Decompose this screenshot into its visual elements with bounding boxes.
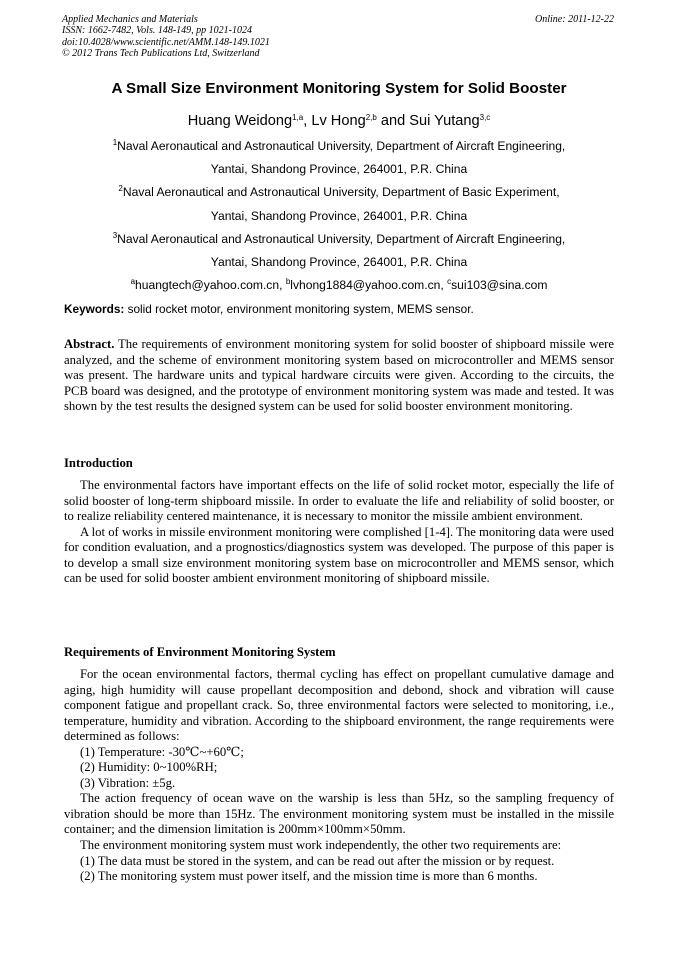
email-address[interactable]: huangtech@yahoo.com.cn: [135, 278, 280, 293]
email-superscript: a: [130, 277, 136, 287]
author-name: Lv Hong: [311, 113, 366, 129]
author-separator: and: [376, 113, 410, 129]
affiliation-line: [0, 136, 678, 159]
author-name: Sui Yutang: [409, 113, 480, 129]
affiliation-text: Yantai, Shandong Province, 264001, P.R. China: [210, 162, 468, 177]
copyright-line: © 2012 Trans Tech Publications Ltd, Switzerland: [62, 48, 260, 60]
intro-heading: Introduction: [64, 456, 133, 470]
author-separator: ,: [303, 113, 312, 129]
author-superscript: 1,a: [292, 113, 304, 122]
keywords: [64, 302, 614, 316]
list-item: (2) Humidity: 0~100%RH;: [80, 760, 218, 775]
journal-header: [62, 14, 614, 60]
paragraph: The action frequency of ocean wave on the warship is less than 5Hz, so the sampling frequency of vibration should be more than 15Hz. The environment monitoring system must be installed in the missile container; and the dimension limitation is 200mm×100mm×50mm.: [64, 791, 614, 837]
keywords-label: Keywords:: [64, 302, 125, 316]
affiliation-line: [0, 159, 678, 182]
list-item: (1) Temperature: -30℃~+60℃;: [80, 744, 244, 759]
affiliation-number: 2: [118, 184, 123, 194]
journal-name: Applied Mechanics and Materials: [62, 14, 198, 25]
affiliation-line: [0, 182, 678, 205]
abstract-label: Abstract.: [64, 337, 115, 351]
abstract: [64, 337, 614, 415]
requirements-heading: Requirements of Environment Monitoring System: [64, 645, 336, 659]
email-superscript: b: [285, 277, 291, 287]
affiliation-text: Yantai, Shandong Province, 264001, P.R. China: [210, 254, 468, 269]
issn-line: ISSN: 1662-7482, Vols. 148-149, pp 1021-1024: [62, 25, 252, 37]
paragraph: The environment monitoring system must work independently, the other two requirements are:: [80, 838, 562, 853]
affiliation-text: Naval Aeronautical and Astronautical University, Department of Basic Experiment,: [122, 185, 560, 200]
author-name: Huang Weidong: [187, 113, 293, 129]
list-item: (1) The data must be stored in the system, and can be read out after the mission or by request.: [80, 853, 555, 868]
author-superscript: 2,b: [365, 113, 377, 122]
affiliation-number: 3: [112, 230, 118, 240]
author-line: [0, 113, 678, 129]
paragraph: A lot of works in missile environment monitoring were complished [1-4]. The monitoring data were used for condition evaluation, and a prognostics/diagnostics system was developed. The purpose of this paper is to develop a small size environment monitoring system base on microcontroller and MEMS sensor, which can be used for solid booster ambient environment monitoring of shipboard missile.: [64, 524, 614, 586]
affiliation-line: [0, 206, 678, 229]
affiliation-line: [0, 252, 678, 275]
email-superscript: c: [447, 277, 452, 287]
list-item: (3) Vibration: ±5g.: [80, 775, 176, 790]
affiliations: [0, 136, 678, 298]
abstract-text: The requirements of environment monitoring system for solid booster of shipboard missile were analyzed, and the scheme of environment monitoring system based on microcontroller and MEMS sensor was present. The hardware units and typical hardware circuits were given. According to the circuits, the PCB board was designed, and the prototype of environment monitoring system was made and tested. It was shown by the test results the designed system can be used for solid booster environment monitoring.: [64, 337, 614, 414]
author-superscript: 3,c: [479, 113, 491, 122]
email-line: $^a$huangtech@yahoo.com.cn, $^b$lvhong1884@yahoo.com.cn, $^c$sui103@sina.com: [130, 277, 548, 293]
affiliation-line: [0, 229, 678, 252]
paper-title: A Small Size Environment Monitoring System for Solid Booster: [111, 80, 567, 97]
affiliation-number: 1: [112, 138, 118, 147]
keywords-text: solid rocket motor, environment monitoring system, MEMS sensor.: [127, 302, 474, 316]
affiliation-text: Naval Aeronautical and Astronautical University, Department of Aircraft Engineering,: [117, 231, 566, 246]
online-date: Online: 2011-12-22: [535, 14, 614, 25]
email-address[interactable]: sui103@sina.com: [451, 278, 548, 293]
affiliation-text: Naval Aeronautical and Astronautical University, Department of Aircraft Engineering,: [117, 139, 566, 153]
email-address[interactable]: lvhong1884@yahoo.com.cn: [290, 278, 441, 293]
doi-line: doi:10.4028/www.scientific.net/AMM.148-149.1021: [62, 36, 270, 48]
affiliation-text: Yantai, Shandong Province, 264001, P.R. China: [210, 208, 468, 223]
requirements-body: [64, 667, 614, 885]
paragraph: The environmental factors have important effects on the life of solid rocket motor, especially the life of solid booster of long-term shipboard missile. In order to evaluate the life and reliability of solid booster, or to realize reliability centered maintenance, it is necessary to monitor the missile ambient environment.: [64, 478, 614, 524]
list-item: (2) The monitoring system must power itself, and the mission time is more than 6 months.: [80, 869, 538, 884]
paragraph: For the ocean environmental factors, thermal cycling has effect on propellant cumulative damage and aging, high humidity will cause propellant decomposition and debond, shock and vibration will cause component fatigue and propellant crack. So, three environmental factors were selected to monitoring, i.e., temperature, humidity and vibration. According to the shipboard environment, the range requirements were determined as follows:: [64, 667, 614, 744]
intro-body: [64, 478, 614, 587]
